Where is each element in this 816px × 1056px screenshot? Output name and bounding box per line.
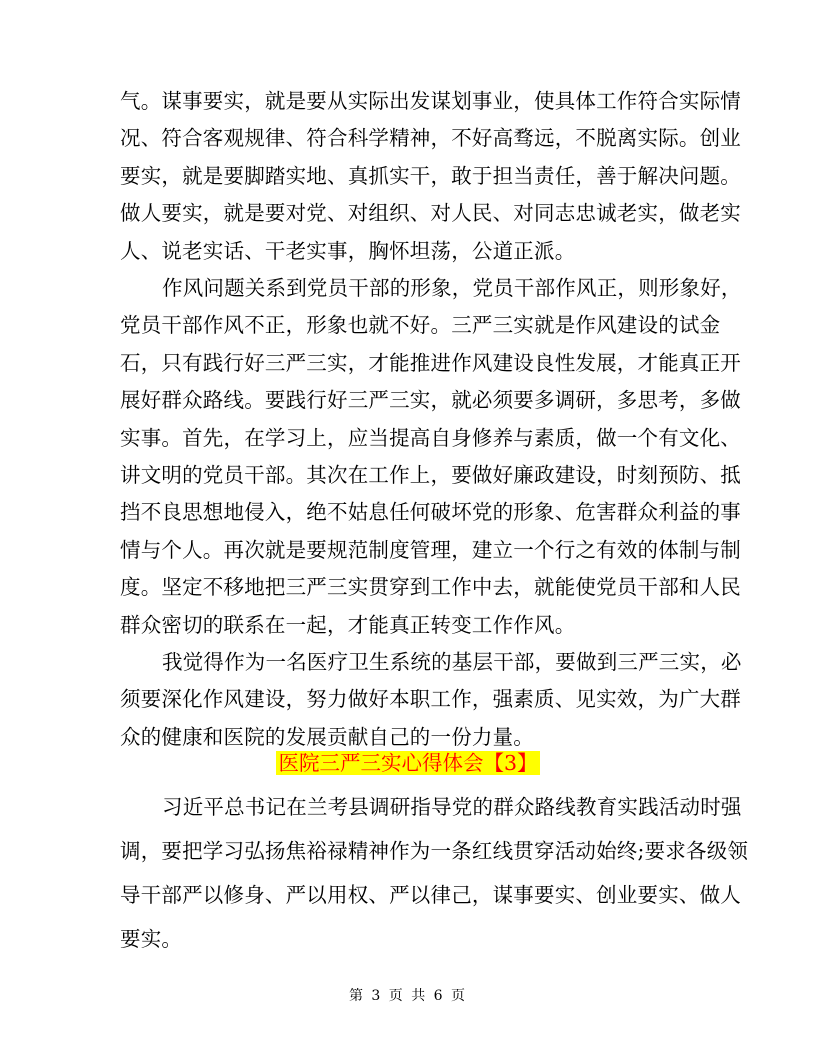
text-line: 情与个人。再次就是要规范制度管理，建立一个行之有效的体制与制: [120, 538, 741, 562]
text-line: 须要深化作风建设，努力做好本职工作，强素质、见实效，为广大群: [120, 687, 741, 711]
text-line: 展好群众路线。要践行好三严三实，就必须要多调研，多思考，多做: [120, 388, 741, 412]
paragraph-first-line: 习近平总书记在兰考县调研指导党的群众路线教育实践活动时强: [162, 795, 742, 819]
section-heading: [0, 750, 816, 776]
text-line: 挡不良思想地侵入，绝不姑息任何破坏党的形象、危害群众利益的事: [120, 500, 741, 524]
text-line: 讲文明的党员干部。其次在工作上，要做好廉政建设，时刻预防、抵: [120, 463, 741, 487]
section-heading-text: 医院三严三实心得体会【3】: [278, 751, 538, 775]
text-line: 气。谋事要实，就是要从实际出发谋划事业，使具体工作符合实际情: [120, 89, 741, 113]
text-line: 实事。首先，在学习上，应当提高自身修养与素质，做一个有文化、: [120, 426, 741, 450]
text-line: 做人要实，就是要对党、对组织、对人民、对同志忠诚老实，做老实: [120, 201, 741, 225]
text-line: 况、符合客观规律、符合科学精神，不好高骛远，不脱离实际。创业: [120, 126, 741, 150]
page-footer: 第 3 页 共 6 页: [348, 988, 468, 1004]
text-line: 党员干部作风不正，形象也就不好。三严三实就是作风建设的试金: [120, 313, 721, 337]
paragraph-first-line: 我觉得作为一名医疗卫生系统的基层干部，要做到三严三实，必: [162, 650, 742, 674]
text-line: 石，只有践行好三严三实，才能推进作风建设良性发展，才能真正开: [120, 351, 741, 375]
text-line: 导干部严以修身、严以用权、严以律己，谋事要实、创业要实、做人: [120, 883, 741, 907]
text-line: 群众密切的联系在一起，才能真正转变工作作风。: [120, 613, 576, 637]
text-line: 众的健康和医院的发展贡献自己的一份力量。: [120, 725, 534, 749]
text-line: 调，要把学习弘扬焦裕禄精神作为一条红线贯穿活动始终;要求各级领: [120, 839, 749, 863]
text-line: 度。坚定不移地把三严三实贯穿到工作中去，就能使党员干部和人民: [120, 575, 741, 599]
text-line: 要实。: [120, 927, 183, 951]
text-line: 要实，就是要脚踏实地、真抓实干，敢于担当责任，善于解决问题。: [120, 164, 741, 188]
text-line: 人、说老实话、干老实事，胸怀坦荡，公道正派。: [120, 239, 576, 263]
paragraph-first-line: 作风问题关系到党员干部的形象，党员干部作风正，则形象好，: [162, 276, 742, 300]
